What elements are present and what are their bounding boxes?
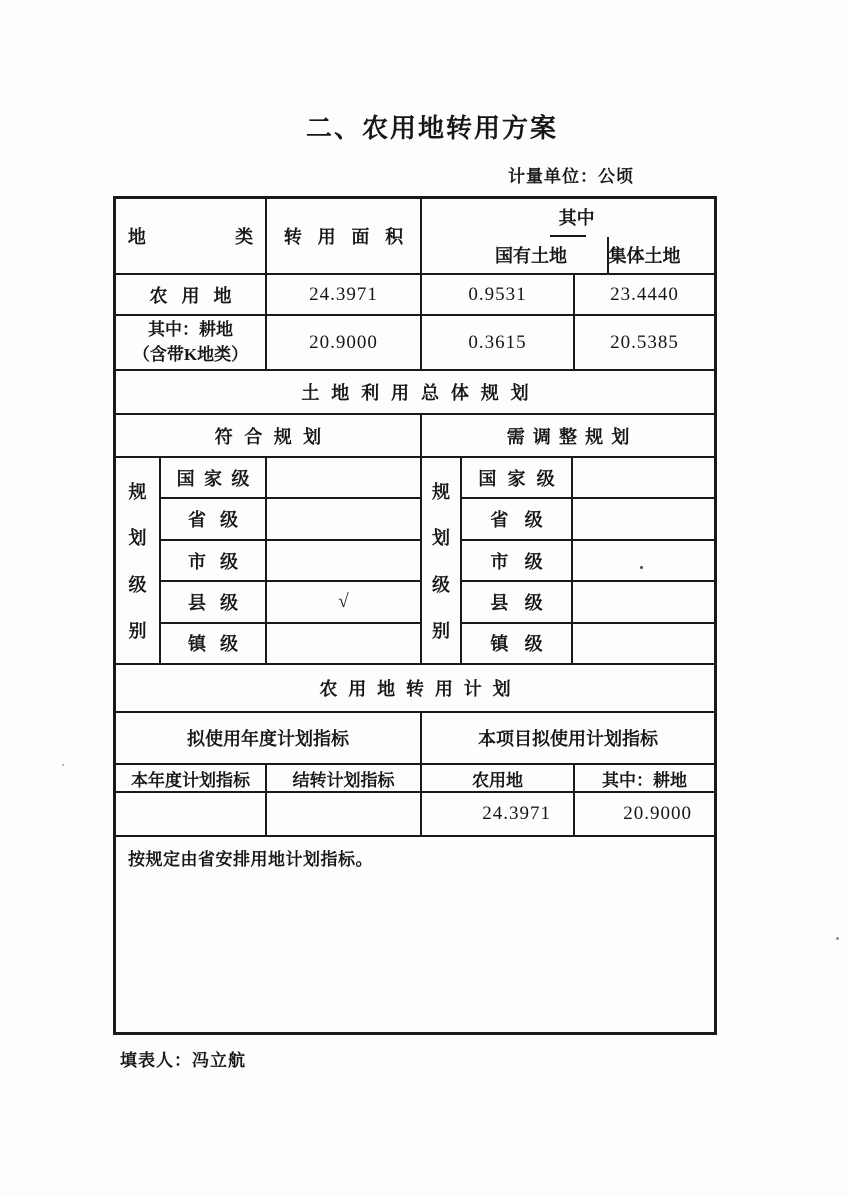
plan-indicator-subheader-row [116, 765, 714, 793]
level-label-text: 省 级 [490, 510, 543, 531]
overall-plan-banner-row [116, 371, 714, 415]
level-label-text: 县 级 [490, 592, 543, 613]
comply-level-rows [161, 458, 420, 663]
cultivated-land-label-cell [116, 316, 267, 369]
note-text: 按规定由省安排用地计划指标。 [128, 850, 373, 869]
level-label-text: 市 级 [490, 551, 543, 572]
comply-axis-label: 规 划 级 别 [116, 458, 161, 663]
header-conversion-area [267, 199, 422, 273]
adjust-level-town [462, 624, 714, 663]
adjust-header-label: 需 调 整 规 划 [506, 426, 630, 447]
level-label-text: 镇 级 [490, 634, 543, 655]
page-title: 二、农用地转用方案 [306, 113, 559, 143]
level-label-text: 国 家 级 [176, 468, 250, 489]
adjust-level-province [462, 499, 714, 540]
carryover-indicator-value [267, 793, 422, 835]
adjust-county-value [573, 582, 714, 621]
comply-province-value [267, 499, 420, 538]
planning-levels-row [116, 458, 714, 665]
unit-label: 计量单位：公顷 [508, 167, 634, 186]
header-breakdown-group [422, 199, 714, 273]
level-label [161, 541, 267, 580]
adjust-level-national [462, 458, 714, 499]
level-label-text: 市 级 [188, 551, 238, 572]
agricultural-indicator-value: 24.3971 [422, 793, 575, 835]
cultivated-land-label-line1: 其中：耕地 [147, 319, 233, 339]
agricultural-collective-value: 23.4440 [610, 283, 679, 305]
agricultural-land-label: 农 用 地 [149, 285, 232, 306]
comply-header [116, 415, 422, 456]
overall-plan-banner [116, 371, 714, 413]
header-breakdown [550, 199, 595, 237]
scan-speck [640, 566, 643, 569]
agricultural-area-value: 24.3971 [267, 275, 422, 314]
agricultural-state-value: 0.9531 [422, 275, 575, 314]
plan-compliance-header-row [116, 415, 714, 458]
agricultural-land-row [116, 275, 714, 316]
comply-level-county [161, 582, 420, 623]
table-header-row [116, 199, 714, 275]
current-year-indicator-value [116, 793, 267, 835]
comply-level-national [161, 458, 420, 499]
adjust-level-county [462, 582, 714, 623]
conversion-plan-banner [116, 665, 714, 711]
header-conversion-area-label: 转 用 面 积 [283, 227, 404, 247]
cultivated-indicator-value: 20.9000 [623, 803, 692, 824]
agricultural-indicator-header: 农用地 [422, 765, 575, 791]
level-label-text: 国 家 级 [478, 468, 555, 489]
adjust-levels-block [422, 458, 714, 663]
cultivated-collective-value: 20.5385 [610, 331, 679, 353]
cultivated-state-value: 0.3615 [422, 316, 575, 369]
plan-indicator-values-row [116, 793, 714, 837]
adjust-province-value [573, 499, 714, 538]
comply-county-checkmark: √ [338, 590, 349, 612]
note-row [116, 837, 714, 1032]
cultivated-indicator-header: 其中：耕地 [602, 770, 687, 790]
adjust-axis-label: 规 划 级 别 [422, 458, 462, 663]
adjust-town-value [573, 624, 714, 663]
header-collective-land: 集体土地 [608, 246, 681, 266]
project-indicator-header: 本项目拟使用计划指标 [478, 729, 658, 749]
adjust-header [422, 415, 714, 456]
header-breakdown-subrow [456, 237, 681, 273]
comply-national-value [267, 458, 420, 497]
level-label-text: 镇 级 [188, 634, 238, 655]
header-land-type [116, 199, 267, 273]
level-label [161, 582, 267, 621]
level-label [462, 582, 573, 621]
level-label [161, 624, 267, 663]
preparer-line: 填表人：冯立航 [120, 1051, 246, 1070]
level-label [161, 458, 267, 497]
scan-speck [836, 937, 839, 940]
comply-level-city [161, 541, 420, 582]
scan-speck [62, 764, 64, 766]
overall-plan-banner-label: 土 地 利 用 总 体 规 划 [301, 383, 529, 403]
level-label [462, 499, 573, 538]
level-label [462, 624, 573, 663]
header-land-type-label: 地 类 [127, 227, 254, 247]
agricultural-land-label-cell [116, 275, 267, 314]
cultivated-land-row [116, 316, 714, 371]
level-label-text: 县 级 [188, 592, 238, 613]
comply-level-town [161, 624, 420, 663]
comply-level-province [161, 499, 420, 540]
header-state-land: 国有土地 [456, 237, 609, 273]
conversion-plan-banner-label: 农 用 地 转 用 计 划 [319, 679, 511, 699]
comply-levels-block [116, 458, 422, 663]
cultivated-land-label-line2: （含带K地类） [132, 344, 249, 364]
plan-indicator-header-row [116, 713, 714, 765]
adjust-level-rows [462, 458, 714, 663]
comply-header-label: 符 合 规 划 [214, 426, 322, 447]
adjust-city-value [573, 541, 714, 580]
level-label [161, 499, 267, 538]
comply-city-value [267, 541, 420, 580]
cultivated-land-label [133, 318, 248, 367]
adjust-level-city [462, 541, 714, 582]
carryover-indicator-header: 结转计划指标 [267, 765, 422, 791]
conversion-plan-banner-row [116, 665, 714, 713]
cultivated-area-value: 20.9000 [267, 316, 422, 369]
land-conversion-table [113, 196, 717, 1035]
annual-indicator-header: 拟使用年度计划指标 [116, 713, 422, 763]
header-breakdown-label: 其 中 [558, 208, 595, 228]
level-label-text: 省 级 [188, 510, 238, 531]
level-label [462, 541, 573, 580]
current-year-indicator-header: 本年度计划指标 [116, 765, 267, 791]
comply-town-value [267, 624, 420, 663]
adjust-national-value [573, 458, 714, 497]
level-label [462, 458, 573, 497]
